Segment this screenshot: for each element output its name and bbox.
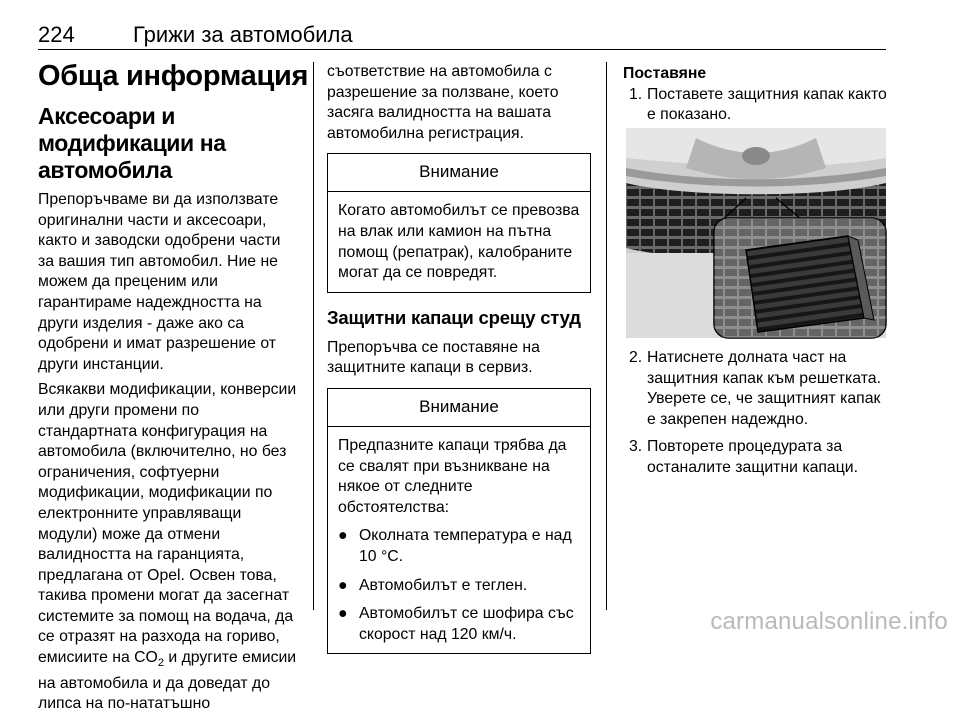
step-3: 3. Повторете процедурата за останалите защитни капаци. [629,438,858,476]
continued-paragraph: съответствие на автомобила с разрешение за ползване, което засяга валидността на вашата автомобилна регистрация. [327,63,559,142]
accessories-heading: Аксесоари и модификации на автомобила [38,103,226,183]
installation-title: Поставяне [623,65,707,82]
page-number: 224 [38,22,75,47]
frost-covers-paragraph: Препоръчва се поставяне на защитните капаци в сервиз. [327,338,540,377]
list-item: ● Автомобилът се шофира със скорост над 120 км/ч. [338,605,574,643]
column-1 [38,103,300,720]
column-3-steps [623,348,888,486]
accessories-paragraph-1: Препоръчваме ви да използвате оригинални части и аксесоари, както и заводски одобрени части за вашия тип автомобил. Ние не можем да преценим или гарантираме надеждността на други изделия - даже ако са одобрени и имат разрешение от други инстанции. [38,191,281,373]
step-1: 1. Поставете защитния капак както е показано. [629,85,887,124]
chapter-title: Грижи за автомобила [133,22,353,47]
warning-box-removal [327,388,591,654]
frost-cover-illustration [626,128,886,338]
warning-title: Внимание [328,389,590,427]
list-item: ● Автомобилът е теглен. [338,576,528,594]
step-2: 2. Натиснете долната част на защитния капак към решетката. Уверете се, че защитният капак е закрепен надеждно. [629,349,881,428]
list-item: ● Околната температура е над 10 °C. [338,527,572,565]
warning-box-transport [327,153,591,292]
column-3 [623,64,888,133]
column-2 [327,62,591,654]
warning-title: Внимание [328,154,590,192]
page-header [38,18,886,50]
warning-text: Когато автомобилът се превозва на влак или камион на пътна помощ (репатрак), калобраните могат да се повредят. [338,202,580,282]
warning-text: Предпазните капаци трябва да се свалят при възникване на някое от следните обстоятелства: [338,436,567,516]
accessories-paragraph-2: Всякакви модификации, конверсии или други промени по стандартната конфигурация на автомобила (включително, но без ограничения, софтуерни модификации, модификации по електронните управляващи модули) може да отмени валидността на гаранцията, предлагана от Opel. Освен това, такива промени могат да засегнат системите за помощ на водача, да се отразят на разхода на гориво, емисиите на $CO_2$ и другите емисии на автомобила и да доведат до липса на по-нататъшно [38,381,297,713]
section-title: Обща информация [38,60,309,92]
frost-covers-heading: Защитни капаци срещу студ [327,306,581,328]
column-divider [606,62,607,610]
column-divider [313,62,314,610]
watermark: carmanualsonline.info [710,608,948,635]
